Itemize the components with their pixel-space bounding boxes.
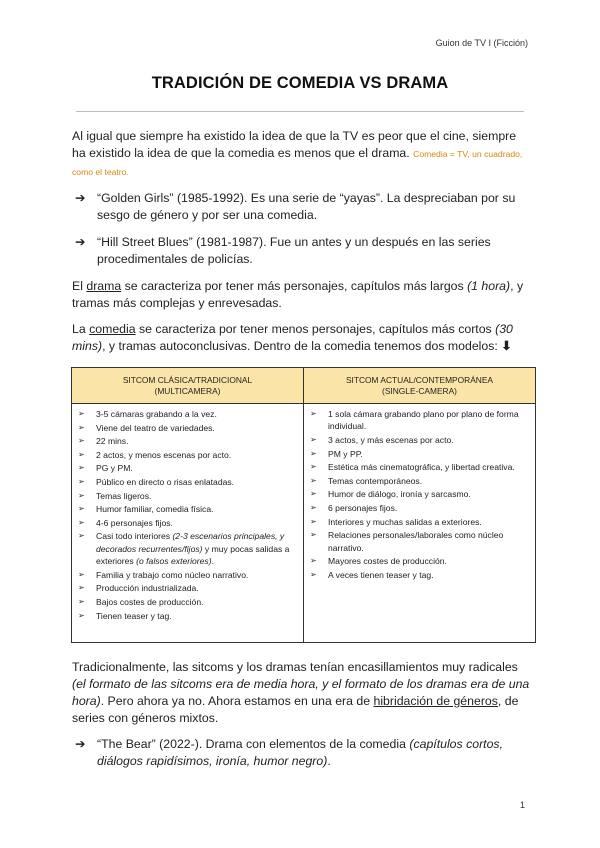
list-item-text: Viene del teatro de variedades. <box>96 422 215 433</box>
arrowhead-bullet-icon: ➢ <box>78 476 85 486</box>
list-item-text: Familia y trabajo como núcleo narrativo. <box>96 569 249 580</box>
drama-duration: (1 hora) <box>467 279 511 293</box>
bullet-hill-street-blues <box>72 234 532 268</box>
table-header-row <box>72 368 536 404</box>
arrowhead-bullet-icon: ➢ <box>310 556 317 566</box>
list-item <box>78 596 297 608</box>
list-item <box>78 449 297 461</box>
tradicional-text-e: , de series con géneros mixtos. <box>72 694 519 725</box>
tradicional-text-a: Tradicionalmente, las sitcoms y los dramas tenían encasillamientos muy radicales <box>72 660 518 674</box>
list-item-text: Estética más cinematográfica, y libertad creativa. <box>328 462 515 473</box>
bear-text-c: . <box>327 754 331 768</box>
sitcom-comparison-table <box>71 367 536 643</box>
list-item-text: Mayores costes de producción. <box>328 556 447 567</box>
arrowhead-bullet-icon: ➢ <box>310 448 317 458</box>
arrowhead-bullet-icon: ➢ <box>310 409 317 418</box>
list-item-text: 2 actos, y menos escenas por acto. <box>96 449 232 460</box>
list-item <box>310 475 529 487</box>
intro-note: Comedia = TV, un cuadrado, como el teatro. <box>72 149 523 177</box>
list-item-text: Público en directo o risas enlatadas. <box>96 476 235 487</box>
list-item-text: Bajos costes de producción. <box>96 596 204 607</box>
list-item-text: 4-6 personajes fijos. <box>96 517 173 528</box>
arrowhead-bullet-icon: ➢ <box>310 516 317 526</box>
list-item-text: PM y PP. <box>328 448 363 459</box>
drama-text-middle: se caracteriza por tener más personajes, capítulos más largos <box>121 279 468 293</box>
comedia-term: comedia <box>89 322 136 336</box>
arrowhead-bullet-icon: ➢ <box>78 504 85 514</box>
list-item-text: PG y PM. <box>96 463 133 474</box>
contemporary-sitcom-list <box>310 408 529 581</box>
list-item <box>310 569 529 581</box>
table-body-row <box>72 404 536 643</box>
comedia-text-start: La <box>72 322 90 336</box>
tradicional-text-c: . Pero ahora ya no. Ahora estamos en una era de <box>100 694 374 708</box>
list-item-text: 6 personajes fijos. <box>328 502 398 513</box>
header-classic-line2: (MULTICAMERA) <box>154 386 221 396</box>
list-item <box>78 462 297 474</box>
interiors-text-c: y muy pocas salidas a exteriores <box>96 543 290 567</box>
arrowhead-bullet-icon: ➢ <box>78 531 85 541</box>
list-item-text: A veces tienen teaser y tag. <box>328 569 434 580</box>
list-item <box>78 408 297 420</box>
tradicional-text-b: (el formato de las sitcoms era de media hora, y el formato de los dramas era de una hora) <box>72 677 530 708</box>
list-item-text: Humor familiar, comedia física. <box>96 504 214 515</box>
header-contemporary-line1: SITCOM ACTUAL/CONTEMPORÁNEA <box>345 375 494 385</box>
bullet-text: “Hill Street Blues” (1981-1987). Fue un antes y un después en las series procedimentales de policías. <box>97 235 491 266</box>
arrowhead-bullet-icon: ➢ <box>310 489 317 499</box>
classic-sitcom-list <box>78 408 297 622</box>
interiors-text-d: (o falsos exteriores) <box>136 556 212 567</box>
arrow-bullet-icon: ➔ <box>75 737 86 751</box>
list-item <box>310 448 529 460</box>
list-item <box>310 408 529 433</box>
header-contemporary-sitcom <box>304 368 536 404</box>
arrowhead-bullet-icon: ➢ <box>78 422 85 432</box>
list-item-text: 3 actos, y más escenas por acto. <box>328 435 454 445</box>
list-item <box>310 502 529 514</box>
arrowhead-bullet-icon: ➢ <box>78 596 85 606</box>
comedia-text-end: , y tramas autoconclusivas. Dentro de la comedia tenemos dos modelos: <box>102 339 502 353</box>
list-item-text: Humor de diálogo, ironía y sarcasmo. <box>328 489 471 500</box>
main-content <box>72 128 532 780</box>
page-number: 1 <box>519 800 525 810</box>
list-item-text: Relaciones personales/laborales como núcleo narrativo. <box>328 530 504 553</box>
down-arrow-icon: ⬇ <box>501 339 512 353</box>
arrowhead-bullet-icon: ➢ <box>78 449 85 459</box>
interiors-text-a: Casi todo interiores <box>96 531 173 542</box>
title-divider <box>76 111 524 112</box>
list-item-text: Producción industrializada. <box>96 583 199 594</box>
list-item-text <box>96 530 297 567</box>
drama-paragraph <box>72 278 532 312</box>
arrowhead-bullet-icon: ➢ <box>310 475 317 485</box>
list-item <box>78 490 297 502</box>
arrowhead-bullet-icon: ➢ <box>78 490 85 500</box>
header-classic-line1: SITCOM CLÁSICA/TRADICIONAL <box>122 375 253 385</box>
drama-text-end: , y tramas más complejas y enrevesadas. <box>72 279 524 310</box>
header-contemporary-line2: (SINGLE-CAMERA) <box>382 386 457 396</box>
list-item <box>310 434 529 446</box>
arrowhead-bullet-icon: ➢ <box>310 435 317 444</box>
list-item <box>78 569 297 581</box>
hibridacion-term: hibridación de géneros <box>373 694 498 708</box>
comedia-paragraph <box>72 321 532 355</box>
list-item <box>310 516 529 528</box>
list-item <box>78 435 297 447</box>
bullet-text <box>97 736 532 770</box>
arrowhead-bullet-icon: ➢ <box>78 436 85 446</box>
contemporary-sitcom-cell <box>304 404 536 643</box>
list-item-text: Temas contemporáneos. <box>328 475 423 486</box>
arrowhead-bullet-icon: ➢ <box>78 409 85 418</box>
list-item-text: 3-5 cámaras grabando a la vez. <box>96 409 217 419</box>
bullet-text: “Golden Girls” (1985-1992). Es una serie de “yayas”. La despreciaban por su sesgo de género y por ser una comedia. <box>97 191 516 222</box>
comedia-duration: (30 mins) <box>72 322 513 353</box>
list-item-text: 22 mins. <box>96 436 129 447</box>
bear-text-b: (capítulos cortos, diálogos rapidísimos, ironía, humor negro) <box>97 737 503 768</box>
intro-text: Al igual que siempre ha existido la idea de que la TV es peor que el cine, siempre ha existido la idea de que la comedia es menos que el drama. <box>72 129 517 160</box>
list-item <box>78 476 297 488</box>
arrow-bullet-icon: ➔ <box>75 235 86 249</box>
bullet-the-bear <box>72 736 532 770</box>
list-item-text: Tienen teaser y tag. <box>96 610 172 621</box>
arrowhead-bullet-icon: ➢ <box>310 530 317 540</box>
list-item <box>78 530 297 567</box>
list-item <box>310 529 529 554</box>
list-item <box>310 555 529 567</box>
arrowhead-bullet-icon: ➢ <box>78 610 85 620</box>
arrowhead-bullet-icon: ➢ <box>78 583 85 593</box>
list-item <box>310 461 529 473</box>
list-item <box>310 488 529 500</box>
arrow-bullet-icon: ➔ <box>75 191 86 205</box>
header-classic-sitcom <box>72 368 304 404</box>
arrowhead-bullet-icon: ➢ <box>78 517 85 527</box>
intro-paragraph <box>72 128 532 181</box>
list-item-text: Temas ligeros. <box>96 490 152 501</box>
classic-sitcom-cell <box>72 404 304 643</box>
comedia-text-middle: se caracteriza por tener menos personajes, capítulos más cortos <box>135 322 496 336</box>
bear-text-a: “The Bear” (2022-). Drama con elementos de la comedia <box>97 737 410 751</box>
arrowhead-bullet-icon: ➢ <box>310 462 317 472</box>
tradicional-paragraph <box>72 659 532 727</box>
list-item <box>78 422 297 434</box>
arrowhead-bullet-icon: ➢ <box>310 502 317 512</box>
list-item-text: 1 sola cámara grabando plano por plano de forma individual. <box>328 409 519 432</box>
page-title: TRADICIÓN DE COMEDIA VS DRAMA <box>151 74 449 92</box>
interiors-text-e: . <box>211 556 214 567</box>
list-item <box>78 517 297 529</box>
bullet-golden-girls <box>72 190 532 224</box>
arrowhead-bullet-icon: ➢ <box>310 569 317 579</box>
list-item-text: Interiores y muchas salidas a exteriores. <box>328 516 482 527</box>
list-item <box>78 503 297 515</box>
arrowhead-bullet-icon: ➢ <box>78 569 85 579</box>
list-item <box>78 610 297 622</box>
drama-term: drama <box>86 279 122 293</box>
drama-text-start: El <box>72 279 87 293</box>
list-item <box>78 582 297 594</box>
running-header: Guion de TV I (Ficción) <box>435 38 528 48</box>
arrowhead-bullet-icon: ➢ <box>78 463 85 473</box>
interiors-text-b: (2-3 escenarios principales, y decorados recurrentes/fijos) <box>96 531 285 554</box>
